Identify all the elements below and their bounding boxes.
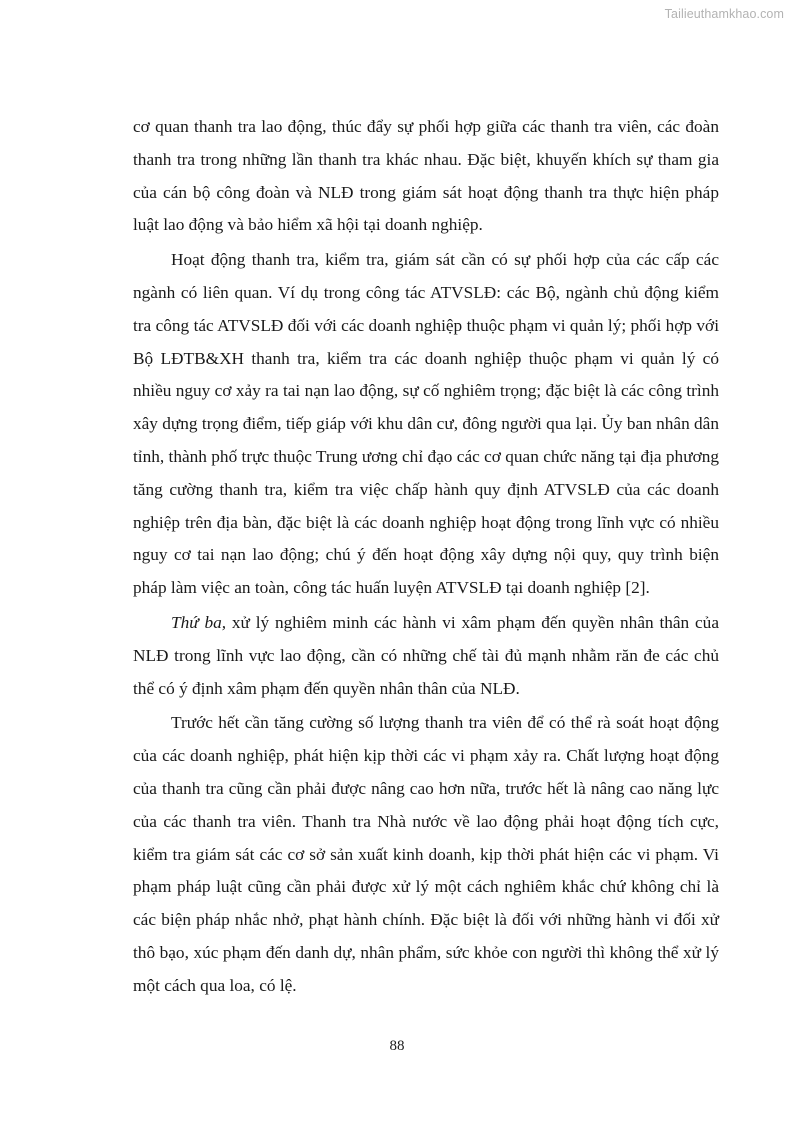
paragraph-inspection-coordination xyxy=(133,244,719,605)
watermark: Tailieuthamkhao.com xyxy=(664,7,784,21)
paragraph-text: Hoạt động thanh tra, kiểm tra, giám sát cần có sự phối hợp của các cấp các ngành có liên quan. Ví dụ trong công tác ATVSLĐ: các Bộ, ngành chủ động kiểm tra công tác ATVSLĐ đối với các doanh nghiệp thuộc phạm vi quản lý; phối hợp với Bộ LĐTB&XH thanh tra, kiểm tra các doanh nghiệp thuộc phạm vi quản lý có nhiều nguy cơ xảy ra tai nạn lao động, sự cố nghiêm trọng; đặc biệt là các công trình xây dựng trọng điểm, tiếp giáp với khu dân cư, đông người qua lại. Ủy ban nhân dân tỉnh, thành phố trực thuộc Trung ương chỉ đạo các cơ quan chức năng tại địa phương tăng cường thanh tra, kiểm tra việc chấp hành quy định ATVSLĐ của các doanh nghiệp trên địa bàn, đặc biệt là các doanh nghiệp hoạt động trong lĩnh vực có nhiều nguy cơ tai nạn lao động; chú ý đến hoạt động xây dựng nội quy, quy trình biện pháp làm việc an toàn, công tác huấn luyện ATVSLĐ tại doanh nghiệp [2]. xyxy=(133,250,719,598)
paragraph-text: cơ quan thanh tra lao động, thúc đẩy sự phối hợp giữa các thanh tra viên, các đoàn thanh tra trong những lần thanh tra khác nhau. Đặc biệt, khuyến khích sự tham gia của cán bộ công đoàn và NLĐ trong giám sát hoạt động thanh tra thực hiện pháp luật lao động và bảo hiểm xã hội tại doanh nghiệp. xyxy=(133,117,719,235)
paragraph-third-measure xyxy=(133,607,719,705)
document-body xyxy=(133,111,719,1003)
paragraph-text: Trước hết cần tăng cường số lượng thanh tra viên để có thể rà soát hoạt động của các doanh nghiệp, phát hiện kịp thời các vi phạm xảy ra. Chất lượng hoạt động của thanh tra cũng cần phải được nâng cao hơn nữa, trước hết là nâng cao năng lực của các thanh tra viên. Thanh tra Nhà nước về lao động phải hoạt động tích cực, kiểm tra giám sát các cơ sở sản xuất kinh doanh, kịp thời phát hiện các vi phạm. Vi phạm pháp luật cũng cần phải được xử lý một cách nghiêm khắc chứ không chỉ là các biện pháp nhắc nhở, phạt hành chính. Đặc biệt là đối với những hành vi đối xử thô bạo, xúc phạm đến danh dự, nhân phẩm, sức khỏe con người thì không thể xử lý một cách qua loa, có lệ. xyxy=(133,713,719,995)
paragraph-continuation xyxy=(133,111,719,242)
paragraph-inspector-capacity xyxy=(133,707,719,1002)
paragraph-lead-italic: Thứ ba, xyxy=(171,612,227,632)
page-number: 88 xyxy=(389,1038,405,1054)
paragraph-text: xử lý nghiêm minh các hành vi xâm phạm đến quyền nhân thân của NLĐ trong lĩnh vực lao động, cần có những chế tài đủ mạnh nhằm răn đe các chủ thể có ý định xâm phạm đến quyền nhân thân của NLĐ. xyxy=(133,612,719,698)
